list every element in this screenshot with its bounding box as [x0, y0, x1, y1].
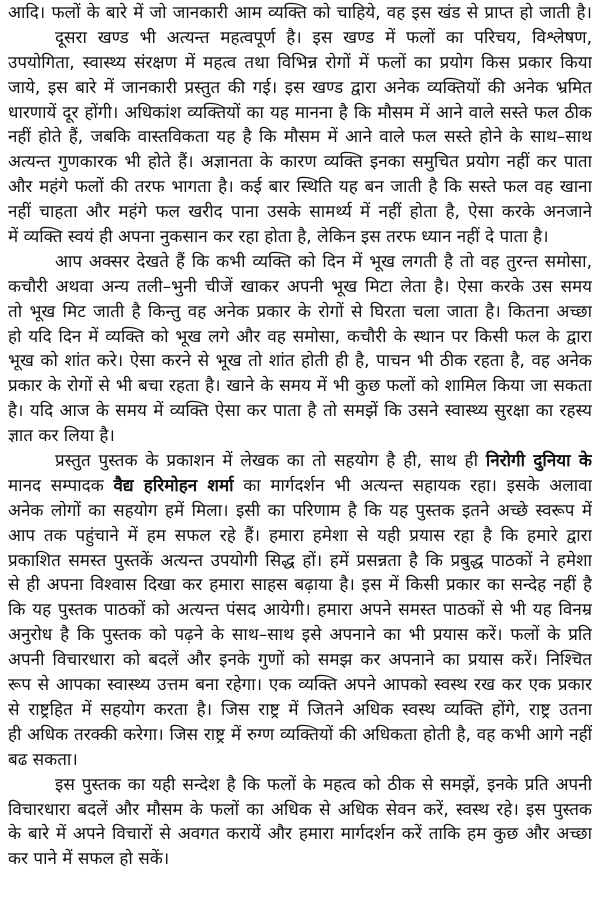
text-line	[8, 150, 592, 175]
text-line	[8, 26, 592, 51]
text-segment: आप तक पहुंचाने में हम सफल रहे हैं। हमारा हमेशा से यही प्रयास रहा है कि हमारे द्वारा	[8, 525, 592, 546]
text-line	[8, 349, 592, 374]
paragraph	[8, 1, 592, 26]
text-segment: और महंगे फलों की तरफ भागता है। कई बार स्थिति यह बन जाती है कि सस्ते फल वह खाना	[8, 177, 592, 198]
text-segment: तो भूख मिट जाती है किन्तु वह अनेक प्रकार के रोगों से घिरता चला जाता है। कितना अच्छा	[8, 301, 592, 322]
text-line	[8, 325, 592, 350]
paragraph	[8, 250, 592, 449]
text-line	[8, 623, 592, 648]
text-line	[8, 51, 592, 76]
text-line	[8, 250, 592, 275]
text-segment: अत्यन्त गुणकारक भी होते हैं। अज्ञानता के कारण व्यक्ति इनका समुचित प्रयोग नहीं कर पाता	[8, 152, 592, 173]
bold-text-segment: वैद्य हरिमोहन शर्मा	[113, 475, 234, 496]
text-segment: ही अधिक तरक्की करेगा। जिस राष्ट्र में रुग्ण व्यक्तियों की अधिकता होती है, वह कभी आगे नहीं	[8, 724, 592, 745]
text-segment: जाये, इस बारे में जानकारी प्रस्तुत की गई। इस खण्ड द्वारा अनेक व्यक्तियों की अनेक भ्रमित	[8, 77, 592, 98]
text-segment: धारणायें दूर होंगी। अधिकांश व्यक्तियों का यह मानना है कि मौसम में आने वाले सस्ते फल ठीक	[8, 102, 592, 123]
text-segment: नहीं होते हैं, जबकि वास्तविकता यह है कि मौसम में आने वाले फल सस्ते होने के साथ–साथ	[8, 127, 592, 148]
text-segment: अनेक लोगों का सहयोग हमें मिला। इसी का परिणाम है कि यह पुस्तक इतने अच्छे स्वरूप में	[8, 500, 592, 521]
text-line	[8, 275, 592, 300]
text-segment: कर पाने में सफल हो सकें।	[8, 849, 170, 870]
text-line	[8, 549, 592, 574]
text-line	[8, 847, 592, 872]
text-line	[8, 524, 592, 549]
text-line	[8, 748, 592, 773]
text-segment: के बारे में अपने विचारों से अवगत करायें और हमारा मार्गदर्शन करें ताकि हम कुछ और अच्छा	[8, 824, 592, 845]
text-segment: विचारधारा बदलें और मौसम के फलों का अधिक से अधिक सेवन करें, स्वस्थ रहे। इस पुस्तक	[8, 799, 592, 820]
text-segment: बढ सकता।	[8, 749, 78, 770]
text-line	[8, 673, 592, 698]
text-line	[8, 399, 592, 424]
text-segment: हो यदि दिन में व्यक्ति को भूख लगे और वह समोसा, कचौरी के स्थान पर किसी फल के द्वारा	[8, 326, 592, 347]
text-segment: भूख को शांत करे। ऐसा करने से भूख तो शांत होती ही है, पाचन भी ठीक रहता है, वह अनेक	[8, 351, 592, 372]
text-line	[8, 698, 592, 723]
text-segment: ज्ञात कर लिया है।	[8, 426, 115, 447]
text-line	[8, 225, 592, 250]
text-segment: प्रस्तुत पुस्तक के प्रकाशन में लेखक का तो सहयोग है ही, साथ ही	[55, 451, 486, 472]
text-line	[8, 300, 592, 325]
paragraph	[8, 449, 592, 773]
text-line	[8, 499, 592, 524]
text-line	[8, 76, 592, 101]
text-segment: कचौरी अथवा अन्य तली–भुनी चीजें खाकर अपनी भूख मिटा लेता है। ऐसा करके उस समय	[8, 276, 592, 297]
text-line	[8, 723, 592, 748]
text-segment: अनुरोध है कि पुस्तक को पढ़ने के साथ–साथ इसे अपनाने का भी प्रयास करें। फलों के प्रति	[8, 625, 592, 646]
text-segment: में व्यक्ति स्वयं ही अपना नुकसान कर रहा होता है, लेकिन इस तरफ ध्यान नहीं दे पाता है।	[8, 227, 549, 248]
text-segment: का मार्गदर्शन भी अत्यन्त सहायक रहा। इसके अलावा	[233, 475, 592, 496]
text-line	[8, 773, 592, 798]
text-line	[8, 598, 592, 623]
text-line	[8, 125, 592, 150]
text-segment: से राष्ट्रहित में सहयोग करता है। जिस राष्ट्र में जितने अधिक स्वस्थ व्यक्ति होंगे, राष्ट्र उतना	[8, 699, 592, 720]
text-segment: आदि। फलों के बारे में जो जानकारी आम व्यक्ति को चाहिये, वह इस खंड से प्राप्त हो जाती है।	[8, 3, 592, 23]
paragraph	[8, 773, 592, 873]
text-line	[8, 474, 592, 499]
text-segment: दूसरा खण्ड भी अत्यन्त महत्वपूर्ण है। इस खण्ड में फलों का परिचय, विश्लेषण,	[55, 27, 592, 48]
text-line	[8, 449, 592, 474]
text-segment: आप अक्सर देखते हैं कि कभी व्यक्ति को दिन में भूख लगती है तो वह तुरन्त समोसा,	[55, 251, 592, 272]
text-segment: नहीं चाहता और महंगे फल खरीद पाना उसके सामर्थ्य में नहीं होता है, ऐसा करके अनजाने	[8, 202, 592, 223]
text-segment: मानद सम्पादक	[8, 475, 114, 496]
text-line	[8, 822, 592, 847]
text-line	[8, 101, 592, 126]
text-line	[8, 175, 592, 200]
text-line	[8, 1, 592, 26]
text-line	[8, 200, 592, 225]
text-segment: इस पुस्तक का यही सन्देश है कि फलों के महत्व को ठीक से समझें, इनके प्रति अपनी	[55, 774, 592, 795]
text-line	[8, 648, 592, 673]
paragraph	[8, 26, 592, 250]
text-segment: अपनी विचारधारा को बदलें और इनके गुणों को समझ कर अपनाने का प्रयास करें। निश्चित	[8, 650, 592, 671]
text-segment: कि यह पुस्तक पाठकों को अत्यन्त पंसद आयेगी। हमारा अपने समस्त पाठकों से भी यह विनम्र	[8, 600, 592, 621]
text-segment: प्रकाशित समस्त पुस्तकें अत्यन्त उपयोगी सिद्ध हों। हमें प्रसन्नता है कि प्रबुद्ध पाठकों ने हमेशा	[8, 550, 592, 571]
bold-text-segment: निरोगी दुनिया के	[485, 451, 592, 472]
text-segment: प्रकार के रोगों से भी बचा रहता है। खाने के समय में भी कुछ फलों को शामिल किया जा सकता	[8, 376, 592, 397]
text-segment: रूप से आपका स्वास्थ्य उत्तम बना रहेगा। एक व्यक्ति अपने आपको स्वस्थ रख कर एक प्रकार	[8, 675, 592, 696]
text-line	[8, 573, 592, 598]
text-segment: है। यदि आज के समय में व्यक्ति ऐसा कर पाता है तो समझें कि उसने स्वास्थ्य सुरक्षा का रहस्य	[8, 401, 592, 422]
text-line	[8, 374, 592, 399]
text-segment: से ही अपना विश्वास दिखा कर हमारा साहस बढ़ाया है। इस में किसी प्रकार का सन्देह नहीं है	[8, 575, 592, 596]
text-line	[8, 424, 592, 449]
text-segment: उपयोगिता, स्वास्थ्य संरक्षण में महत्व तथा विभिन्न रोगों में फलों का प्रयोग किस प्रकार किया	[8, 52, 592, 73]
text-line	[8, 798, 592, 823]
